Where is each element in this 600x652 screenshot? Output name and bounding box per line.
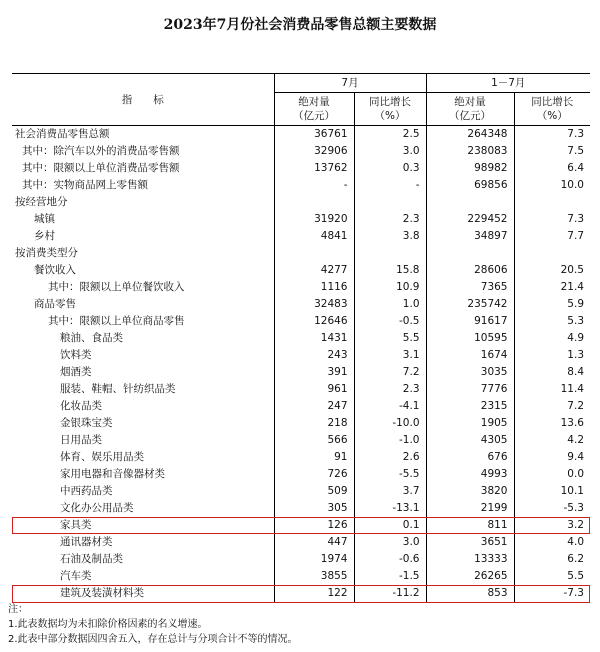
month-yoy-cell [354, 245, 426, 262]
ytd-yoy-cell: 5.9 [514, 296, 590, 313]
ytd-abs-cell: 853 [426, 585, 514, 603]
row-label: 其中：限额以上单位餐饮收入 [48, 281, 185, 293]
row-label: 金银珠宝类 [60, 417, 113, 429]
ytd-yoy-cell [514, 245, 590, 262]
month-abs-cell: 122 [274, 585, 354, 603]
ytd-abs-cell: 26265 [426, 568, 514, 585]
ytd-abs-cell [426, 194, 514, 211]
table-row [12, 534, 590, 551]
month-abs-cell: 31920 [274, 211, 354, 228]
ytd-abs-cell: 4993 [426, 466, 514, 483]
ytd-abs-cell: 1905 [426, 415, 514, 432]
month-yoy-cell: -11.2 [354, 585, 426, 603]
table-row [12, 279, 590, 296]
month-abs-cell: 391 [274, 364, 354, 381]
ytd-yoy-cell: 7.5 [514, 143, 590, 160]
month-abs-cell: 726 [274, 466, 354, 483]
footnote-1: 1.此表数据均为未扣除价格因素的名义增速。 [8, 619, 208, 630]
ytd-abs-cell: 811 [426, 517, 514, 534]
row-label: 按经营地分 [15, 196, 68, 208]
month-abs-cell [274, 245, 354, 262]
month-yoy-cell: 1.0 [354, 296, 426, 313]
month-yoy-cell [354, 194, 426, 211]
ytd-yoy-cell: -7.3 [514, 585, 590, 603]
row-label: 社会消费品零售总额 [15, 128, 110, 140]
table-row [12, 211, 590, 228]
month-abs-cell: 3855 [274, 568, 354, 585]
ytd-yoy-cell: 6.2 [514, 551, 590, 568]
month-abs-cell: 566 [274, 432, 354, 449]
month-yoy-cell: - [354, 177, 426, 194]
row-label: 粮油、食品类 [60, 332, 123, 344]
ytd-yoy-header: 同比增长 （%） [514, 93, 590, 126]
table-row [12, 160, 590, 177]
month-yoy-cell: 3.8 [354, 228, 426, 245]
row-label: 建筑及装潢材料类 [60, 587, 144, 599]
ytd-yoy-cell: 13.6 [514, 415, 590, 432]
row-label: 餐饮收入 [34, 264, 76, 276]
month-yoy-cell: 0.3 [354, 160, 426, 177]
ytd-yoy-cell: 8.4 [514, 364, 590, 381]
table-row [12, 228, 590, 245]
ytd-yoy-cell: 7.7 [514, 228, 590, 245]
month-yoy-cell: 15.8 [354, 262, 426, 279]
month-abs-cell: 91 [274, 449, 354, 466]
ytd-abs-cell: 238083 [426, 143, 514, 160]
month-yoy-cell: -0.6 [354, 551, 426, 568]
ytd-yoy-cell: 4.2 [514, 432, 590, 449]
ytd-yoy-cell: 0.0 [514, 466, 590, 483]
row-label: 其中：限额以上单位消费品零售额 [22, 162, 180, 174]
row-label: 服装、鞋帽、针纺织品类 [60, 383, 176, 395]
month-yoy-cell: -0.5 [354, 313, 426, 330]
row-label: 汽车类 [60, 570, 92, 582]
ytd-abs-cell: 229452 [426, 211, 514, 228]
ytd-abs-cell: 7776 [426, 381, 514, 398]
ytd-abs-cell: 1674 [426, 347, 514, 364]
month-yoy-cell: 3.0 [354, 534, 426, 551]
month-abs-cell: 961 [274, 381, 354, 398]
row-label: 乡村 [34, 230, 55, 242]
row-label: 体育、娱乐用品类 [60, 451, 144, 463]
table-row [12, 568, 590, 585]
ytd-abs-header: 绝对量 （亿元） [426, 93, 514, 126]
table-row [12, 126, 590, 144]
table-row [12, 364, 590, 381]
month-abs-cell: 509 [274, 483, 354, 500]
month-abs-cell: 36761 [274, 126, 354, 144]
table-row [12, 449, 590, 466]
month-yoy-cell: -1.5 [354, 568, 426, 585]
table-row [12, 313, 590, 330]
ytd-yoy-cell: 3.2 [514, 517, 590, 534]
month-abs-cell: 126 [274, 517, 354, 534]
ytd-abs-cell: 10595 [426, 330, 514, 347]
month-abs-cell: 243 [274, 347, 354, 364]
table-body [12, 126, 590, 603]
table-row [12, 415, 590, 432]
row-label: 按消费类型分 [15, 247, 78, 259]
month-yoy-cell: 3.0 [354, 143, 426, 160]
ytd-abs-cell: 69856 [426, 177, 514, 194]
table-row [12, 262, 590, 279]
month-yoy-cell: 2.6 [354, 449, 426, 466]
row-label: 城镇 [34, 213, 55, 225]
table-row [12, 330, 590, 347]
table-row [12, 500, 590, 517]
page-title: 2023年7月份社会消费品零售总额主要数据 [163, 17, 437, 33]
month-abs-cell: 1116 [274, 279, 354, 296]
ytd-abs-cell: 7365 [426, 279, 514, 296]
row-label: 饮料类 [60, 349, 92, 361]
ytd-yoy-cell: 11.4 [514, 381, 590, 398]
row-label: 其中：限额以上单位商品零售 [48, 315, 185, 327]
month-yoy-cell: -5.5 [354, 466, 426, 483]
row-label: 石油及制品类 [60, 553, 123, 565]
month-yoy-cell: -1.0 [354, 432, 426, 449]
ytd-yoy-cell: 5.3 [514, 313, 590, 330]
month-abs-cell: 218 [274, 415, 354, 432]
month-yoy-cell: 3.7 [354, 483, 426, 500]
table-row [12, 194, 590, 211]
footnotes [8, 602, 298, 647]
ytd-abs-cell: 2315 [426, 398, 514, 415]
ytd-header: 1－7月 [426, 74, 590, 93]
ytd-yoy-cell: 7.3 [514, 126, 590, 144]
month-abs-header: 绝对量 （亿元） [274, 93, 354, 126]
table-row [12, 177, 590, 194]
ytd-yoy-cell: 9.4 [514, 449, 590, 466]
month-yoy-cell: 5.5 [354, 330, 426, 347]
row-label: 其中：除汽车以外的消费品零售额 [22, 145, 180, 157]
ytd-abs-cell: 13333 [426, 551, 514, 568]
month-abs-cell: 4277 [274, 262, 354, 279]
table-row [12, 517, 590, 534]
table-row [12, 466, 590, 483]
table-row [12, 585, 590, 603]
table-row [12, 381, 590, 398]
month-abs-cell: 1431 [274, 330, 354, 347]
month-yoy-header: 同比增长 （%） [354, 93, 426, 126]
row-label: 商品零售 [34, 298, 76, 310]
ytd-yoy-cell: -5.3 [514, 500, 590, 517]
ytd-abs-cell: 676 [426, 449, 514, 466]
month-abs-cell: 447 [274, 534, 354, 551]
ytd-abs-cell: 3820 [426, 483, 514, 500]
month-abs-cell: - [274, 177, 354, 194]
month-yoy-cell: -4.1 [354, 398, 426, 415]
ytd-abs-cell: 3035 [426, 364, 514, 381]
month-yoy-cell: 0.1 [354, 517, 426, 534]
month-yoy-cell: -10.0 [354, 415, 426, 432]
table-row [12, 551, 590, 568]
table-row [12, 347, 590, 364]
ytd-abs-cell: 34897 [426, 228, 514, 245]
ytd-abs-cell: 91617 [426, 313, 514, 330]
month-yoy-cell: 10.9 [354, 279, 426, 296]
row-label: 日用品类 [60, 434, 102, 446]
month-abs-cell: 32906 [274, 143, 354, 160]
ytd-yoy-cell: 1.3 [514, 347, 590, 364]
ytd-abs-cell [426, 245, 514, 262]
ytd-yoy-cell: 20.5 [514, 262, 590, 279]
ytd-yoy-cell: 10.1 [514, 483, 590, 500]
month-abs-cell: 13762 [274, 160, 354, 177]
ytd-yoy-cell: 21.4 [514, 279, 590, 296]
month-yoy-cell: -13.1 [354, 500, 426, 517]
month-abs-cell: 1974 [274, 551, 354, 568]
month-header: 7月 [274, 74, 426, 93]
ytd-abs-cell: 235742 [426, 296, 514, 313]
month-abs-cell: 305 [274, 500, 354, 517]
row-label: 其中：实物商品网上零售额 [22, 179, 148, 191]
month-abs-cell: 12646 [274, 313, 354, 330]
row-label: 中西药品类 [60, 485, 113, 497]
ytd-abs-cell: 2199 [426, 500, 514, 517]
ytd-yoy-cell: 7.2 [514, 398, 590, 415]
month-yoy-cell: 7.2 [354, 364, 426, 381]
table-row [12, 296, 590, 313]
ytd-yoy-cell: 10.0 [514, 177, 590, 194]
month-yoy-cell: 2.5 [354, 126, 426, 144]
month-yoy-cell: 3.1 [354, 347, 426, 364]
month-abs-cell: 247 [274, 398, 354, 415]
row-label: 烟酒类 [60, 366, 92, 378]
row-label: 文化办公用品类 [60, 502, 134, 514]
ytd-yoy-cell: 4.0 [514, 534, 590, 551]
ytd-yoy-cell: 4.9 [514, 330, 590, 347]
ytd-yoy-cell: 7.3 [514, 211, 590, 228]
month-yoy-cell: 2.3 [354, 211, 426, 228]
month-abs-cell: 4841 [274, 228, 354, 245]
ytd-yoy-cell [514, 194, 590, 211]
row-label: 家具类 [60, 519, 92, 531]
row-label: 家用电器和音像器材类 [60, 468, 165, 480]
table-row [12, 143, 590, 160]
footnote-2: 2.此表中部分数据因四舍五入，存在总计与分项合计不等的情况。 [8, 634, 298, 645]
table-row [12, 245, 590, 262]
ytd-abs-cell: 3651 [426, 534, 514, 551]
ytd-abs-cell: 264348 [426, 126, 514, 144]
month-abs-cell [274, 194, 354, 211]
row-label: 化妆品类 [60, 400, 102, 412]
ytd-abs-cell: 98982 [426, 160, 514, 177]
indicator-header: 指 标 [12, 74, 274, 126]
retail-sales-table [12, 73, 590, 603]
month-abs-cell: 32483 [274, 296, 354, 313]
table-row [12, 483, 590, 500]
row-label: 通讯器材类 [60, 536, 113, 548]
footnote-heading: 注： [8, 604, 28, 615]
table-row [12, 432, 590, 449]
ytd-yoy-cell: 5.5 [514, 568, 590, 585]
ytd-abs-cell: 4305 [426, 432, 514, 449]
ytd-abs-cell: 28606 [426, 262, 514, 279]
table-row [12, 398, 590, 415]
month-yoy-cell: 2.3 [354, 381, 426, 398]
ytd-yoy-cell: 6.4 [514, 160, 590, 177]
